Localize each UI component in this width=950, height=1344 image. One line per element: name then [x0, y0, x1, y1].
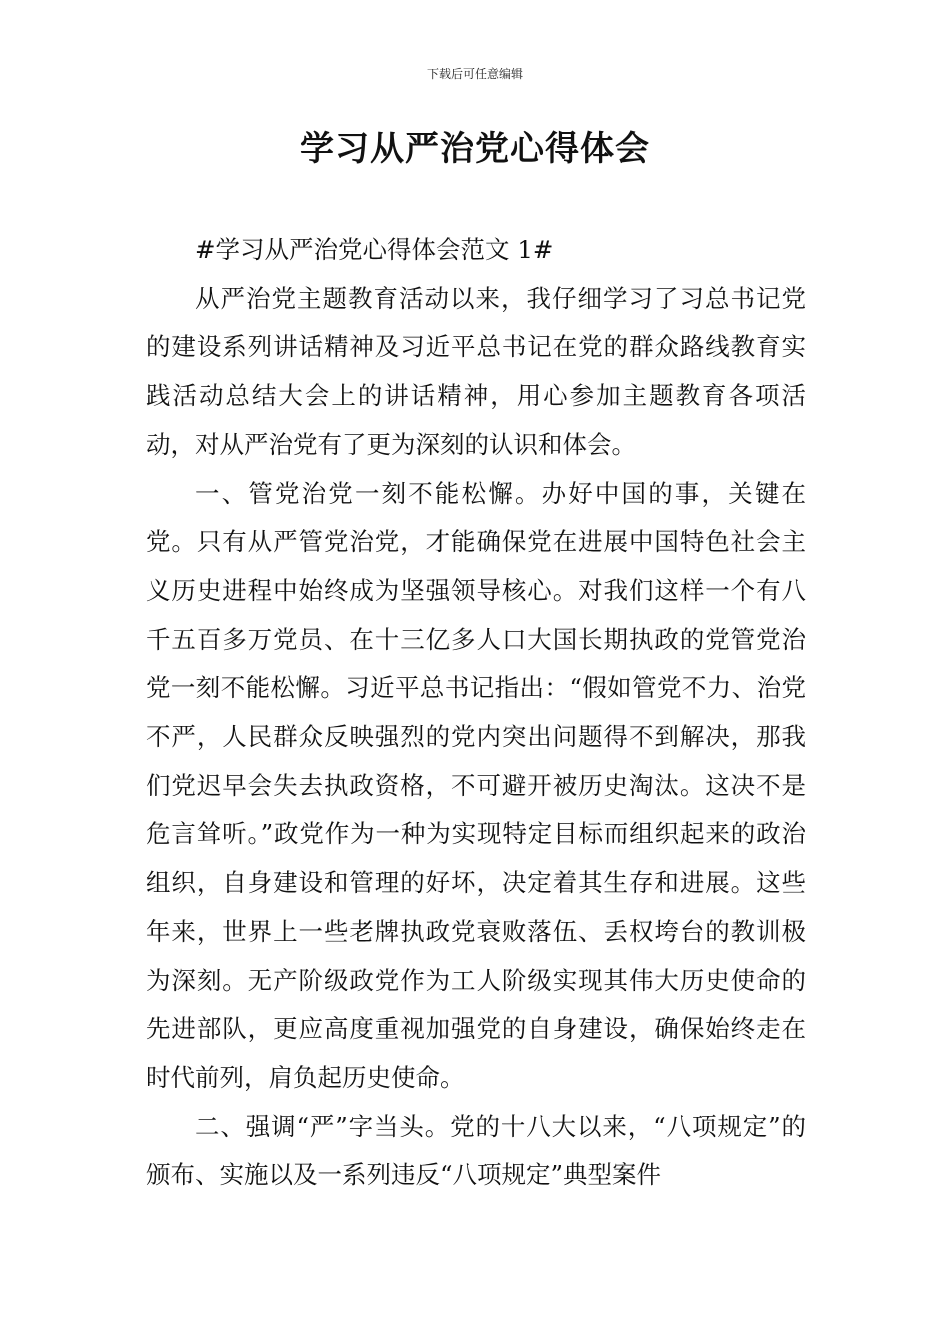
paragraph-intro: 从严治党主题教育活动以来，我仔细学习了习总书记党的建设系列讲话精神及习近平总书记在党的群众路线教育实践活动总结大会上的讲话精神，用心参加主题教育各项活动，对从严治党有了更为深刻的认识和体会。 — [146, 283, 806, 459]
section-heading: #学习从严治党心得体会范文 1# — [195, 235, 554, 264]
document-body — [146, 226, 806, 1200]
paragraph-point-two: 二、强调“严”字当头。党的十八大以来，“八项规定”的颁布、实施以及一系列违反“八项规定”典型案件 — [146, 1111, 806, 1190]
header-note: 下载后可任意编辑 — [426, 67, 523, 81]
paragraph-point-one: 一、管党治党一刻不能松懈。办好中国的事，关键在党。只有从严管党治党，才能确保党在进展中国特色社会主义历史进程中始终成为坚强领导核心。对我们这样一个有八千五百多万党员、在十三亿多人口大国长期执政的党管党治党一刻不能松懈。习近平总书记指出：“假如管党不力、治党不严，人民群众反映强烈的党内突出问题得不到解决，那我们党迟早会失去执政资格，不可避开被历史淘汰。这决不是危言耸听。”政党作为一种为实现特定目标而组织起来的政治组织，自身建设和管理的好坏，决定着其生存和进展。这些年来，世界上一些老牌执政党衰败落伍、丢权垮台的教训极为深刻。无产阶级政党作为工人阶级实现其伟大历史使命的先进部队，更应高度重视加强党的自身建设，确保始终走在时代前列，肩负起历史使命。 — [146, 478, 806, 1092]
document-title: 学习从严治党心得体会 — [300, 129, 650, 169]
